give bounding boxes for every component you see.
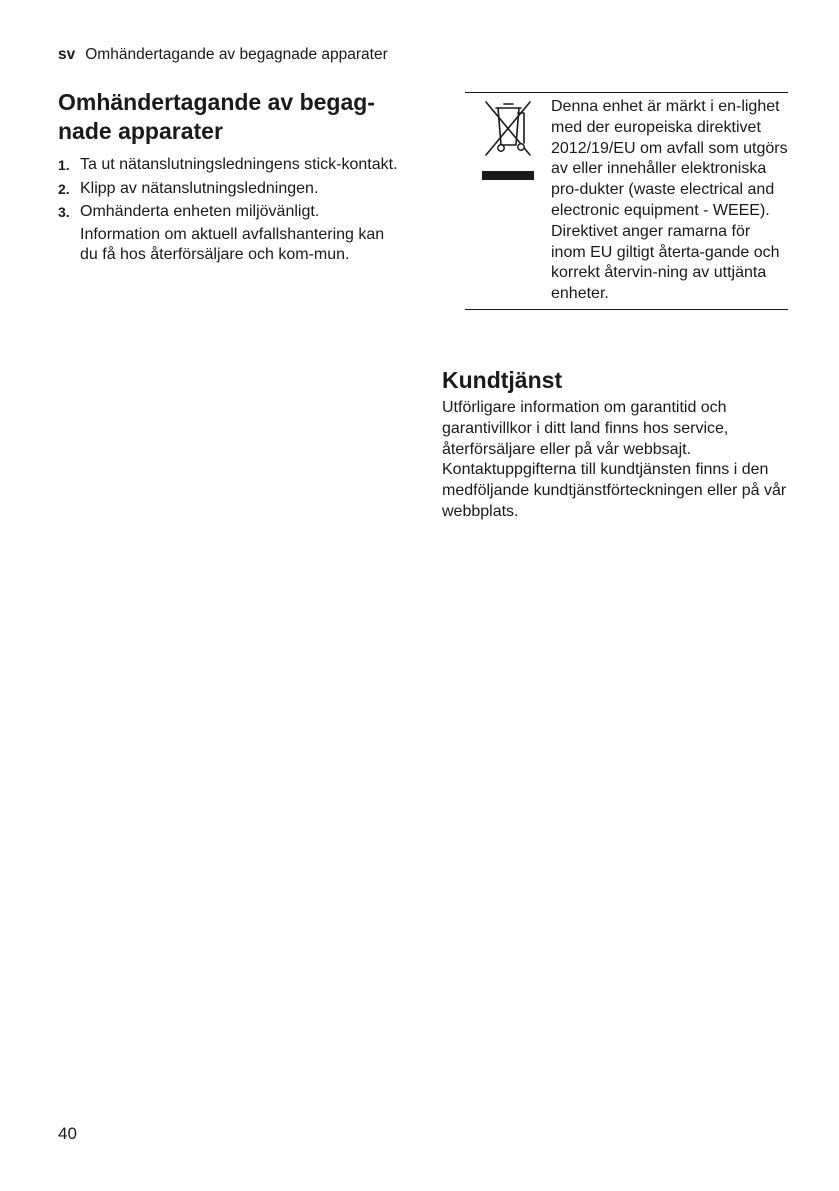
weee-paragraph-2: Direktivet anger ramarna för inom EU giltigt återta-gande och korrekt återvin-ning av uttjänta enheter. xyxy=(551,222,780,303)
language-code: sv xyxy=(58,46,76,63)
step-item xyxy=(58,202,403,266)
disposal-section xyxy=(58,88,403,269)
customer-service-section xyxy=(442,366,788,523)
weee-text xyxy=(551,97,788,305)
step-item xyxy=(58,179,403,200)
step-note: Information om aktuell avfallshantering kan du få hos återförsäljare och kom-mun. xyxy=(80,225,385,263)
customer-service-text: Utförligare information om garantitid och garantivillkor i ditt land finns hos service, återförsäljare eller på vår webbsajt. Kontaktuppgifterna till kundtjänsten finns i den medföljande kundtjänstförteckningen eller på vår webbplats. xyxy=(442,399,787,520)
running-header xyxy=(58,46,388,64)
step-text: Klipp av nätanslutningsledningen. xyxy=(80,179,319,197)
crossed-out-wheeled-bin-icon xyxy=(480,99,536,183)
page-number: 40 xyxy=(58,1124,77,1143)
step-number: 2. xyxy=(58,180,70,197)
weee-paragraph-1: Denna enhet är märkt i en-lighet med der europeiska direktivet 2012/19/EU om avfall som utgörs av eller innehåller elektroniska pro-dukter (waste electrical and electronic equipment - WEEE). xyxy=(551,98,788,219)
step-text: Ta ut nätanslutningsledningens stick-kontakt. xyxy=(80,156,398,173)
disposal-steps xyxy=(58,155,403,266)
step-text: Omhänderta enheten miljövänligt. xyxy=(80,203,320,220)
weee-icon-container xyxy=(465,97,551,305)
step-number: 1. xyxy=(58,157,70,173)
step-number: 3. xyxy=(58,204,70,220)
customer-service-title: Kundtjänst xyxy=(442,367,563,393)
running-header-title: Omhändertagande av begagnade apparater xyxy=(85,46,388,63)
weee-notice xyxy=(465,92,788,310)
disposal-title: Omhändertagande av begag-nade apparater xyxy=(58,89,375,144)
step-item xyxy=(58,155,403,176)
